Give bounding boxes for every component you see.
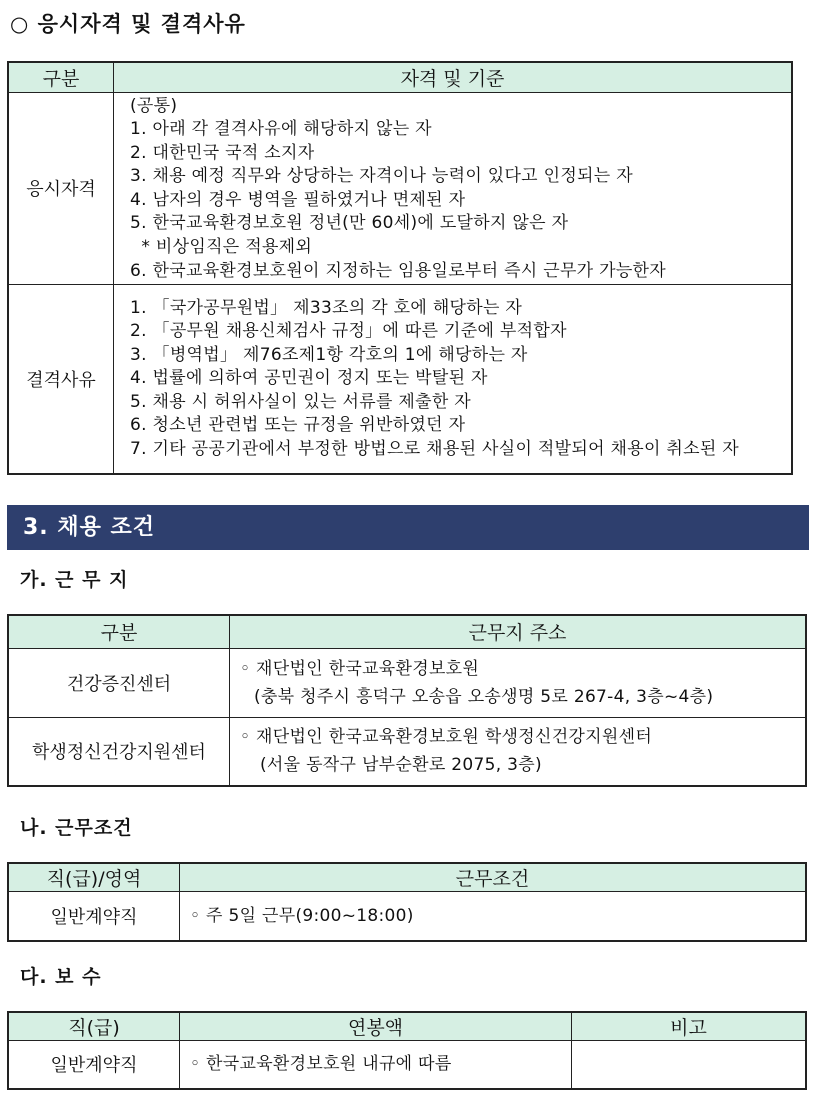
list-item: 3. 「병역법」 제76조제1항 각호의 1에 해당하는 자 (130, 344, 528, 365)
list-item: 6. 청소년 관련법 또는 규정을 위반하였던 자 (130, 415, 466, 436)
list-item: 5. 채용 시 허위사실이 있는 서류를 제출한 자 (130, 391, 472, 412)
address-mental-health-center (230, 717, 807, 786)
header-category: 구분 (8, 62, 114, 92)
header-conditions: 근무조건 (180, 863, 807, 892)
eligibility-table (7, 61, 793, 475)
salary-table (7, 1011, 807, 1090)
row-label-health-center: 건강증진센터 (8, 648, 230, 717)
address-line: ◦ 재단법인 한국교육환경보호원 학생정신건강지원센터 (240, 727, 653, 748)
list-item: 2. 「공무원 채용신체검사 규정」에 따른 기준에 부적합자 (130, 321, 567, 342)
row-label-contract: 일반계약직 (8, 892, 180, 941)
header-note: 비고 (572, 1012, 807, 1041)
row-label-mental-health-center: 학생정신건강지원센터 (8, 717, 230, 786)
list-item: 2. 대한민국 국적 소지자 (130, 142, 315, 163)
row-label-eligibility: 응시자격 (8, 92, 114, 284)
list-item: 5. 한국교육환경보호원 정년(만 60세)에 도달하지 않은 자 (130, 213, 569, 234)
address-line: (충북 청주시 흥덕구 오송읍 오송생명 5로 267-4, 3층~4층) (254, 686, 714, 707)
list-item: * 비상임직은 적용제외 (130, 237, 313, 258)
subheading-salary: 다. 보 수 (20, 966, 102, 988)
working-conditions-table (7, 862, 807, 942)
list-item: 4. 남자의 경우 병역을 필하였거나 면제된 자 (130, 189, 466, 210)
header-position: 직(급) (8, 1012, 180, 1041)
header-salary: 연봉액 (180, 1012, 572, 1041)
workplace-table (7, 614, 807, 787)
row-label-disqualification: 결격사유 (8, 284, 114, 474)
address-line: (서울 동작구 남부순환로 2075, 3층) (260, 755, 542, 776)
header-category: 구분 (8, 615, 230, 648)
section-heading-eligibility: ○ 응시자격 및 결격사유 (10, 12, 246, 36)
list-item: 7. 기타 공공기관에서 부정한 방법으로 채용된 사실이 적발되어 채용이 취소된 자 (130, 439, 739, 460)
row-label-contract: 일반계약직 (8, 1041, 180, 1089)
list-item: 1. 아래 각 결격사유에 해당하지 않는 자 (130, 119, 432, 140)
section-title-employment-conditions: 3. 채용 조건 (7, 505, 809, 550)
subheading-working-conditions: 나. 근무조건 (20, 817, 133, 839)
list-item: 1. 「국가공무원법」 제33조의 각 호에 해당하는 자 (130, 297, 523, 318)
list-item: 3. 채용 예정 직무와 상당하는 자격이나 능력이 있다고 인정되는 자 (130, 166, 633, 187)
list-item: (공통) (130, 95, 178, 116)
disqualification-items (114, 284, 793, 474)
address-line: ◦ 재단법인 한국교육환경보호원 (240, 658, 480, 679)
address-health-center (230, 648, 807, 717)
eligibility-items (114, 92, 793, 284)
header-position: 직(급)/영역 (8, 863, 180, 892)
header-criteria: 자격 및 기준 (114, 62, 793, 92)
note-value (572, 1041, 807, 1089)
list-item: 4. 법률에 의하여 공민권이 정지 또는 박탈된 자 (130, 368, 488, 389)
subheading-workplace: 가. 근 무 지 (20, 569, 129, 591)
conditions-value: ◦ 주 5일 근무(9:00~18:00) (180, 892, 807, 941)
header-address: 근무지 주소 (230, 615, 807, 648)
list-item: 6. 한국교육환경보호원이 지정하는 임용일로부터 즉시 근무가 가능한자 (130, 260, 666, 281)
salary-value: ◦ 한국교육환경보호원 내규에 따름 (180, 1041, 572, 1089)
